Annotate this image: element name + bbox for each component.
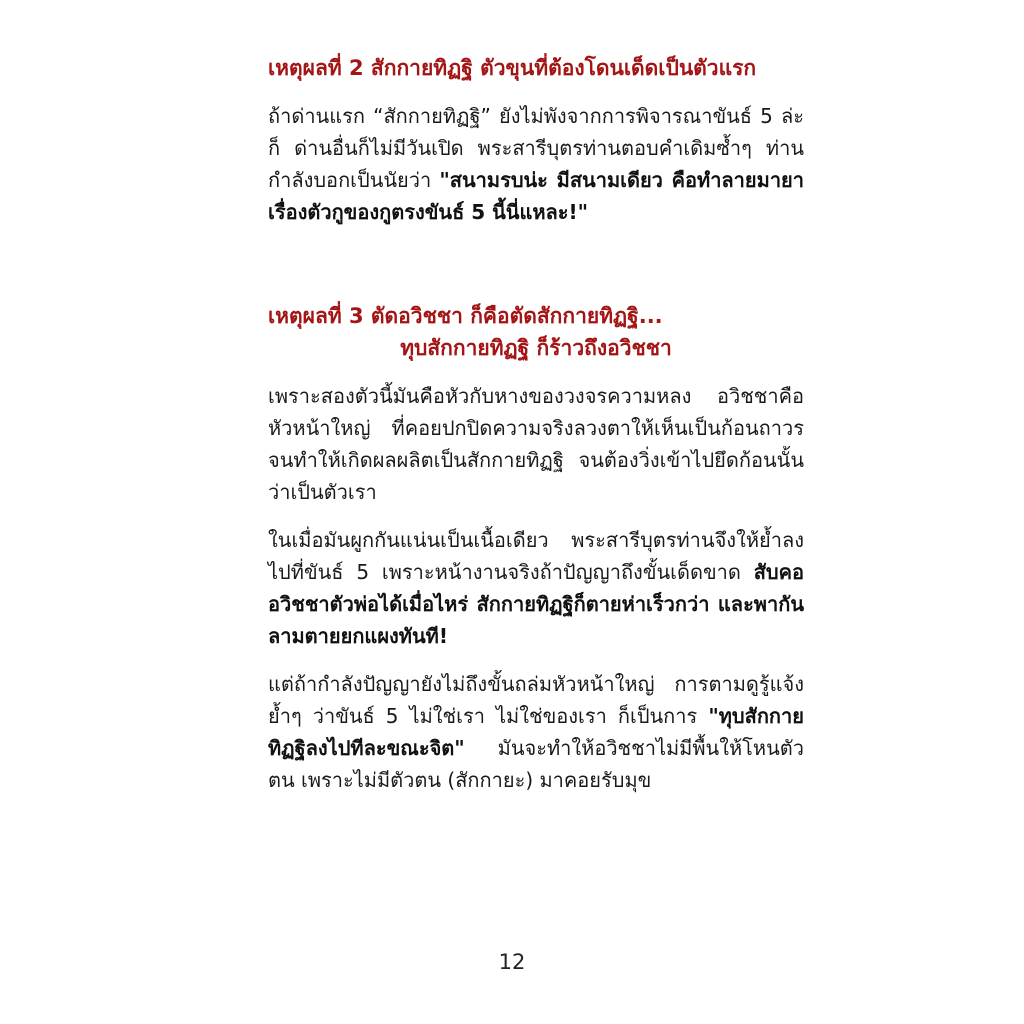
- page-number: 12: [498, 950, 526, 974]
- section-3-paragraph-3-text-b: มันจะทำให้อวิชชาไม่มีพื้นให้โหนตัวตน เพราะไม่มีตัวตน (สักกายะ) มาคอยรับมุข: [268, 736, 804, 792]
- section-3-paragraph-2-text: ในเมื่อมันผูกกันแน่นเป็นเนื้อเดียว พระสารีบุตรท่านจึงให้ย้ำลงไปที่ขันธ์ 5 เพราะหน้างานจริงถ้าปัญญาถึงขั้นเด็ดขาด: [268, 528, 804, 584]
- section-2-paragraph-emphasis: "สนามรบน่ะ มีสนามเดียว คือทำลายมายาเรื่องตัวกูของกูตรงขันธ์ 5 นี้นี่แหละ!": [268, 168, 804, 224]
- section-spacer: [268, 244, 804, 300]
- section-3-heading-line-1: เหตุผลที่ 3 ตัดอวิชชา ก็คือตัดสักกายทิฏฐิ...: [268, 304, 663, 328]
- section-2-paragraph-text: ถ้าด่านแรก “สักกายทิฏฐิ” ยังไม่พังจากการพิจารณาขันธ์ 5 ล่ะก็ ด่านอื่นก็ไม่มีวันเปิด พระสารีบุตรท่านตอบคำเดิมซ้ำๆ ท่านกำลังบอกเป็นนัยว่า: [268, 104, 804, 192]
- section-3-paragraph-2: [268, 524, 804, 652]
- section-2-paragraph: [268, 100, 804, 228]
- section-3-heading: [268, 300, 804, 364]
- section-3-paragraph-1: เพราะสองตัวนี้มันคือหัวกับหางของวงจรความหลง อวิชชาคือหัวหน้าใหญ่ ที่คอยปกปิดความจริงลวงตาให้เห็นเป็นก้อนถาวร จนทำให้เกิดผลผลิตเป็นสักกายทิฏฐิ จนต้องวิ่งเข้าไปยึดก้อนนั้นว่าเป็นตัวเรา: [268, 384, 804, 504]
- book-page-content: [268, 52, 804, 812]
- section-3-paragraph-3: [268, 668, 804, 796]
- section-3-paragraph-3-text-a: แต่ถ้ากำลังปัญญายังไม่ถึงขั้นถล่มหัวหน้าใหญ่ การตามดูรู้แจ้งย้ำๆ ว่าขันธ์ 5 ไม่ใช่เรา ไม่ใช่ของเรา ก็เป็นการ: [268, 672, 804, 728]
- section-3-paragraph-3-emphasis: "ทุบสักกายทิฏฐิลงไปทีละขณะจิต": [268, 704, 804, 760]
- section-3-paragraph-2-emphasis: สับคออวิชชาตัวพ่อได้เมื่อไหร่ สักกายทิฏฐิก็ตายห่าเร็วกว่า และพากันลามตายยกแผงทันที!: [268, 560, 804, 648]
- section-2-heading: เหตุผลที่ 2 สักกายทิฏฐิ ตัวขุนที่ต้องโดนเด็ดเป็นตัวแรก: [268, 56, 757, 80]
- section-3-heading-line-2: ทุบสักกายทิฏฐิ ก็ร้าวถึงอวิชชา: [400, 336, 672, 360]
